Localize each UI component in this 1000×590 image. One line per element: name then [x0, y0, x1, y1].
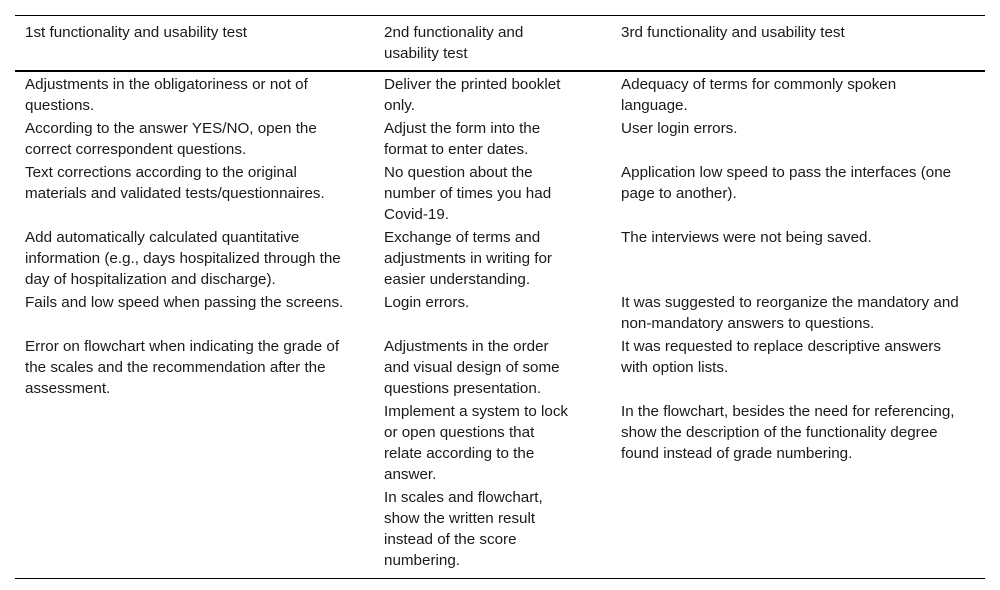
cell-text: User login errors.	[621, 120, 738, 137]
table-cell	[611, 118, 985, 162]
table-cell	[15, 487, 374, 579]
cell-text: According to the answer YES/NO, open the correct correspondent questions.	[25, 120, 317, 158]
cell-text: Adjustments in the obligatoriness or not of questions.	[25, 76, 308, 114]
table-cell	[611, 227, 985, 292]
table-cell	[374, 71, 611, 118]
header-row	[15, 16, 985, 72]
table-cell	[374, 487, 611, 579]
cell-text: Login errors.	[384, 294, 470, 311]
table-row	[15, 227, 985, 292]
table-cell	[15, 118, 374, 162]
cell-text: Adjust the form into the format to enter dates.	[384, 120, 541, 158]
table-row	[15, 292, 985, 336]
cell-text: Implement a system to lock or open questions that relate according to the answer.	[384, 403, 569, 483]
table-row	[15, 71, 985, 118]
cell-text: It was requested to replace descriptive answers with option lists.	[621, 338, 941, 376]
table-body	[15, 71, 985, 579]
table-cell	[611, 401, 985, 487]
cell-text: Add automatically calculated quantitative information (e.g., days hospitalized through the day of hospitalization and discharge).	[25, 229, 341, 288]
header-cell-1st-test	[15, 16, 374, 72]
table-cell	[374, 162, 611, 227]
table-cell	[374, 118, 611, 162]
header-cell-2nd-test	[374, 16, 611, 72]
cell-text: In scales and flowchart, show the written result instead of the score numbering.	[384, 489, 543, 569]
table-cell	[374, 292, 611, 336]
table-cell	[15, 162, 374, 227]
table-cell	[374, 401, 611, 487]
header-label: 3rd functionality and usability test	[621, 24, 845, 41]
cell-text: In the flowchart, besides the need for referencing, show the description of the functionality degree found instead of grade numbering.	[621, 403, 955, 462]
table-row	[15, 336, 985, 401]
table-cell	[374, 336, 611, 401]
table-cell	[374, 227, 611, 292]
table-cell	[15, 292, 374, 336]
cell-text: No question about the number of times you had Covid-19.	[384, 164, 552, 223]
header-label: 1st functionality and usability test	[25, 24, 248, 41]
table-cell	[611, 336, 985, 401]
cell-text: Application low speed to pass the interfaces (one page to another).	[621, 164, 952, 202]
table-cell	[611, 71, 985, 118]
header-label: 2nd functionality and usability test	[384, 24, 524, 62]
table-cell	[15, 401, 374, 487]
cell-text: It was suggested to reorganize the mandatory and non-mandatory answers to questions.	[621, 294, 959, 332]
usability-test-table-container	[15, 15, 985, 579]
table-row	[15, 118, 985, 162]
table-cell	[611, 292, 985, 336]
cell-text: Adequacy of terms for commonly spoken language.	[621, 76, 897, 114]
table-cell	[15, 71, 374, 118]
table-cell	[15, 336, 374, 401]
table-cell	[611, 487, 985, 579]
cell-text: Exchange of terms and adjustments in writing for easier understanding.	[384, 229, 552, 288]
usability-test-table	[15, 15, 985, 579]
table-cell	[611, 162, 985, 227]
cell-text: The interviews were not being saved.	[621, 229, 872, 246]
cell-text: Text corrections according to the original materials and validated tests/questionnaires.	[25, 164, 325, 202]
cell-text: Adjustments in the order and visual design of some questions presentation.	[384, 338, 560, 397]
table-row	[15, 487, 985, 579]
table-header	[15, 16, 985, 72]
table-cell	[15, 227, 374, 292]
table-row	[15, 162, 985, 227]
cell-text: Deliver the printed booklet only.	[384, 76, 561, 114]
cell-text: Fails and low speed when passing the screens.	[25, 294, 344, 311]
table-row	[15, 401, 985, 487]
header-cell-3rd-test	[611, 16, 985, 72]
cell-text: Error on flowchart when indicating the grade of the scales and the recommendation after the assessment.	[25, 338, 340, 397]
